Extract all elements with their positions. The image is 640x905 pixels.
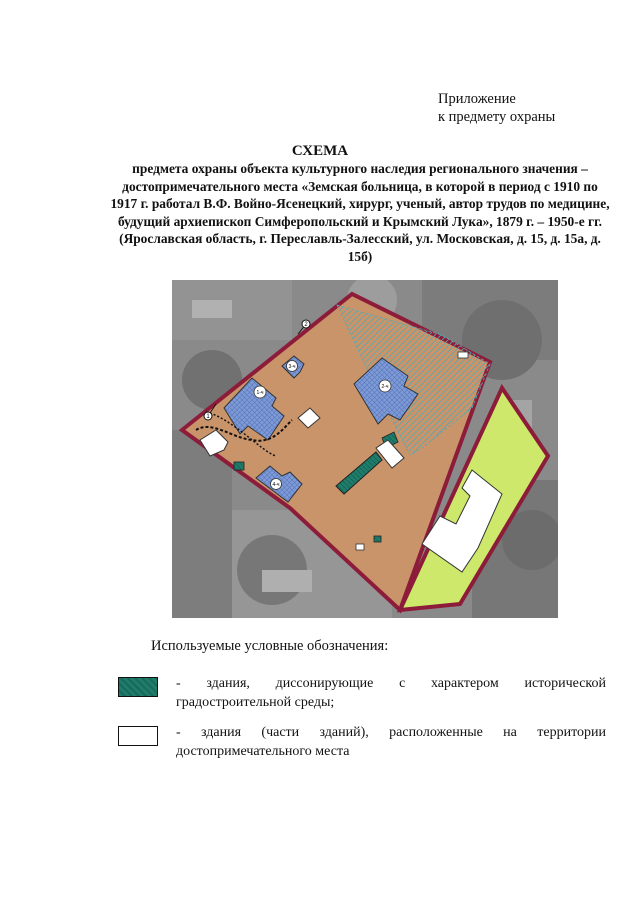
legend-text-buildings: - здания (части зданий), расположенные на территории достопримечательного места: [176, 725, 606, 759]
building-label-3: 3-ч: [288, 364, 296, 370]
dissonant-building-small-3: [374, 536, 381, 542]
legend-text-dissonant: - здания, диссонирующие с характером исторической градостроительной среды;: [176, 676, 606, 710]
building-label-2: 2-ч: [381, 384, 389, 390]
legend-swatch-dissonant: [118, 677, 158, 697]
legend-item-buildings: [118, 723, 608, 763]
legend-title: Используемые условные обозначения:: [151, 638, 389, 654]
legend-swatch-buildings: [118, 726, 158, 746]
marker-label-1: 1: [206, 414, 210, 420]
marker-label-2: 2: [304, 322, 308, 328]
legend-item-dissonant: [118, 674, 608, 714]
building-label-4: 4-ч: [272, 482, 280, 488]
document-subtitle: предмета охраны объекта культурного наследия регионального значения – достопримечательного места «Земская больница, в которой в период с 1910 по 1917 г. работал В.Ф. Войно-Ясенецкий, хирург, ученый, автор трудов по медицине, будущий архиепископ Симферопольский и Крымский Лука», 1879 г. – 1950-е гг. (Ярославская область, г. Переславль-Залесский, ул. Московская, д. 15, д. 15а, д. 15б): [110, 161, 610, 264]
appendix-line-2: к предмету охраны: [438, 109, 556, 125]
appendix-note: [438, 90, 555, 126]
building-label-1: 1-ч: [256, 390, 264, 396]
white-building-5: [356, 544, 364, 550]
document-title: СХЕМА: [291, 143, 349, 159]
site-map: [172, 280, 558, 618]
dissonant-building-small-2: [234, 462, 244, 470]
white-building-4: [458, 352, 468, 358]
appendix-line-1: Приложение: [438, 91, 516, 107]
